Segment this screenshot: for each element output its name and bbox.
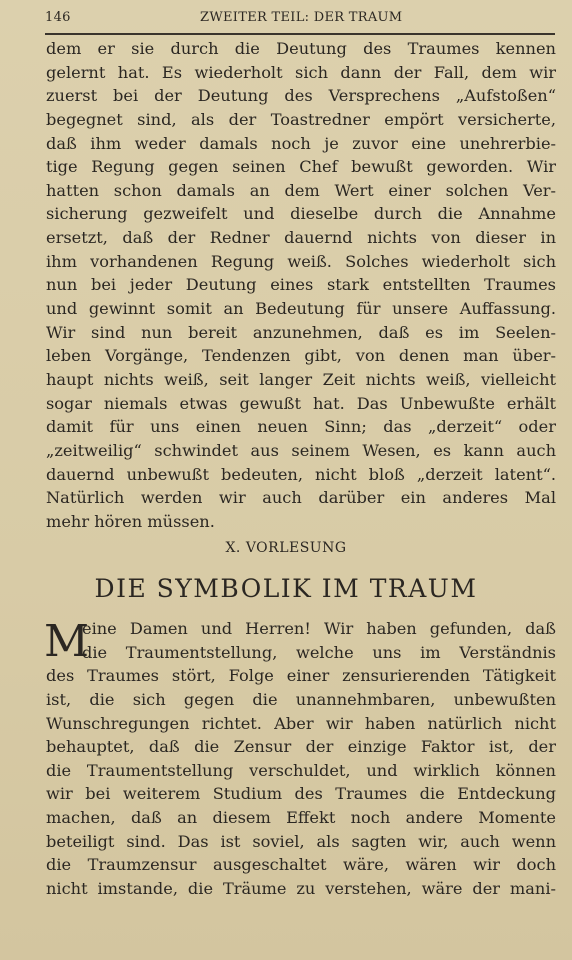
text-line: gelernt hat. Es wiederholt sich dann der Fall, dem wir	[46, 62, 556, 82]
text-line: damit für uns einen neuen Sinn; das „derzeit“ oder	[46, 417, 556, 437]
text-line: sogar niemals etwas gewußt hat. Das Unbewußte erhält	[46, 393, 556, 413]
text-line: beteiligt sind. Das ist soviel, als sagten wir, auch wenn	[46, 831, 556, 851]
text-line: dauernd unbewußt bedeuten, nicht bloß „derzeit latent“.	[46, 464, 556, 484]
text-line: mehr hören müssen.	[46, 511, 215, 531]
page-number: 146	[45, 10, 71, 25]
text-line: ihm vorhandenen Regung weiß. Solches wiederholt sich	[46, 251, 556, 271]
text-line: Wir sind nun bereit anzunehmen, daß es im Seelen-	[46, 322, 556, 342]
text-line: wir bei weiterem Studium des Traumes die Entdeckung	[46, 784, 556, 804]
chapter-paragraph	[46, 617, 556, 901]
text-line: die Traumzensur ausgeschaltet wäre, wären wir doch	[46, 855, 556, 875]
text-line: ist, die sich gegen die unannehmbaren, unbewußten	[46, 689, 556, 709]
text-line: „zeitweilig“ schwindet aus seinem Wesen, es kann auch	[46, 440, 556, 460]
text-line: die Traumentstellung, welche uns im Verständnis	[82, 642, 556, 662]
text-line: und gewinnt somit an Bedeutung für unsere Auffassung.	[46, 299, 556, 319]
text-line: daß ihm weder damals noch je zuvor eine unehrerbie-	[46, 133, 556, 153]
text-line: nicht imstande, die Träume zu verstehen, wäre der mani-	[46, 879, 556, 899]
text-line: begegnet sind, als der Toastredner empört versicherte,	[46, 109, 556, 129]
text-line: Wunschregungen richtet. Aber wir haben natürlich nicht	[46, 713, 556, 733]
text-line: nun bei jeder Deutung eines stark entstellten Traumes	[46, 275, 556, 295]
text-line: tige Regung gegen seinen Chef bewußt geworden. Wir	[46, 157, 556, 177]
text-line: zuerst bei der Deutung des Versprechens „Aufstoßen“	[46, 86, 556, 106]
text-line: die Traumentstellung verschuldet, und wirklich können	[46, 760, 556, 780]
running-head	[45, 10, 555, 34]
text-line: hatten schon damals an dem Wert einer solchen Ver-	[46, 180, 556, 200]
lecture-number: X. VORLESUNG	[225, 540, 347, 556]
text-line: haupt nichts weiß, seit langer Zeit nichts weiß, vielleicht	[46, 369, 556, 389]
chapter-title: DIE SYMBOLIK IM TRAUM	[94, 574, 478, 603]
running-title: ZWEITER TEIL: DER TRAUM	[200, 10, 403, 25]
top-paragraph	[46, 37, 556, 533]
text-line: leben Vorgänge, Tendenzen gibt, von denen man über-	[46, 346, 556, 366]
header-rule	[45, 33, 555, 35]
text-line: ersetzt, daß der Redner dauernd nichts von dieser in	[46, 228, 556, 248]
text-line: machen, daß an diesem Effekt noch andere Momente	[46, 808, 556, 828]
text-line: dem er sie durch die Deutung des Traumes kennen	[46, 39, 556, 58]
text-line: des Traumes stört, Folge einer zensurierenden Tätigkeit	[46, 666, 556, 686]
text-line: eine Damen und Herren! Wir haben gefunden, daß	[82, 619, 556, 638]
text-line: behauptet, daß die Zensur der einzige Faktor ist, der	[46, 737, 556, 757]
text-line: Natürlich werden wir auch darüber ein anderes Mal	[46, 488, 556, 508]
text-line: sicherung gezweifelt und dieselbe durch die Annahme	[46, 204, 556, 224]
drop-cap: M	[44, 616, 90, 667]
